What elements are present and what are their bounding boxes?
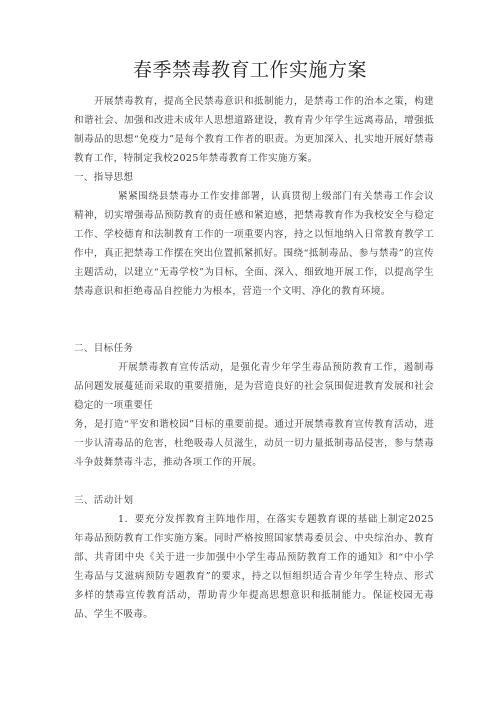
intro-paragraph: 开展禁毒教育，提高全民禁毒意识和抵制能力，是禁毒工作的治本之策，构建和谐社会、加强和改进未成年人思想道路建设，教育青少年学生远离毒品，增强抵制毒品的思想“免疫力”是每个教育工作者的职责。为更加深入、扎实地开展好禁毒教育工作，特制定我校2025年禁毒教育工作实施方案。 [74, 96, 434, 164]
section-heading-goals: 二、目标任务 [74, 343, 134, 354]
section-heading-guiding-ideology: 一、指导思想 [74, 172, 134, 183]
activity-plan-paragraph: 1．要充分发挥教育主阵地作用，在落实专题教育课的基础上制定2025年毒品预防教育工作实施方案。同时严格按照国家禁毒委员会、中央综治办、教育部、共青团中央《关于进一步加强中小学生毒品预防教育工作的通知》和“中小学生毒品与艾滋病预防专题教育”的要求，持之以恒组织适合青少年学生特点、形式多样的禁毒宣传教育活动，帮助青少年提高思想意识和抵制能力。保证校园无毒品、学生不吸毒。 [74, 514, 434, 620]
document-title: 春季禁毒教育工作实施方案 [132, 59, 367, 81]
section-heading-activity-plan: 三、活动计划 [74, 495, 134, 506]
goals-paragraph-part2: 务，是打造“平安和谐校园”目标的重要前提。通过开展禁毒教育宣传教育活动，进一步认清毒品的危害，杜绝吸毒人员滋生，动员一切力量抵制毒品侵害，参与禁毒斗争鼓舞禁毒斗志，推动各项工作的开展。 [74, 419, 434, 468]
goals-paragraph-part1: 开展禁毒教育宣传活动，是强化青少年学生毒品预防教育工作，遏制毒品问题发展蔓延而采取的重要措施，是为营造良好的社会氛围促进教育发展和社会稳定的一项重要任 [74, 362, 434, 411]
guiding-ideology-paragraph: 紧紧围绕县禁毒办工作安排部署，认真贯彻上级部门有关禁毒工作会议精神，切实增强毒品预防教育的责任感和紧迫感，把禁毒教育作为我校安全与稳定工作、学校德育和法制教育工作的一项重要内容，持之以恒地纳入日常教育教学工作中，真正把禁毒工作摆在突出位置抓紧抓好。围绕“抵制毒品、参与禁毒”的宣传主题活动，以建立“无毒学校”为目标，全面、深入、细致地开展工作，以提高学生禁毒意识和拒绝毒品自控能力为根本，营造一个文明、净化的教育环境。 [74, 191, 434, 297]
